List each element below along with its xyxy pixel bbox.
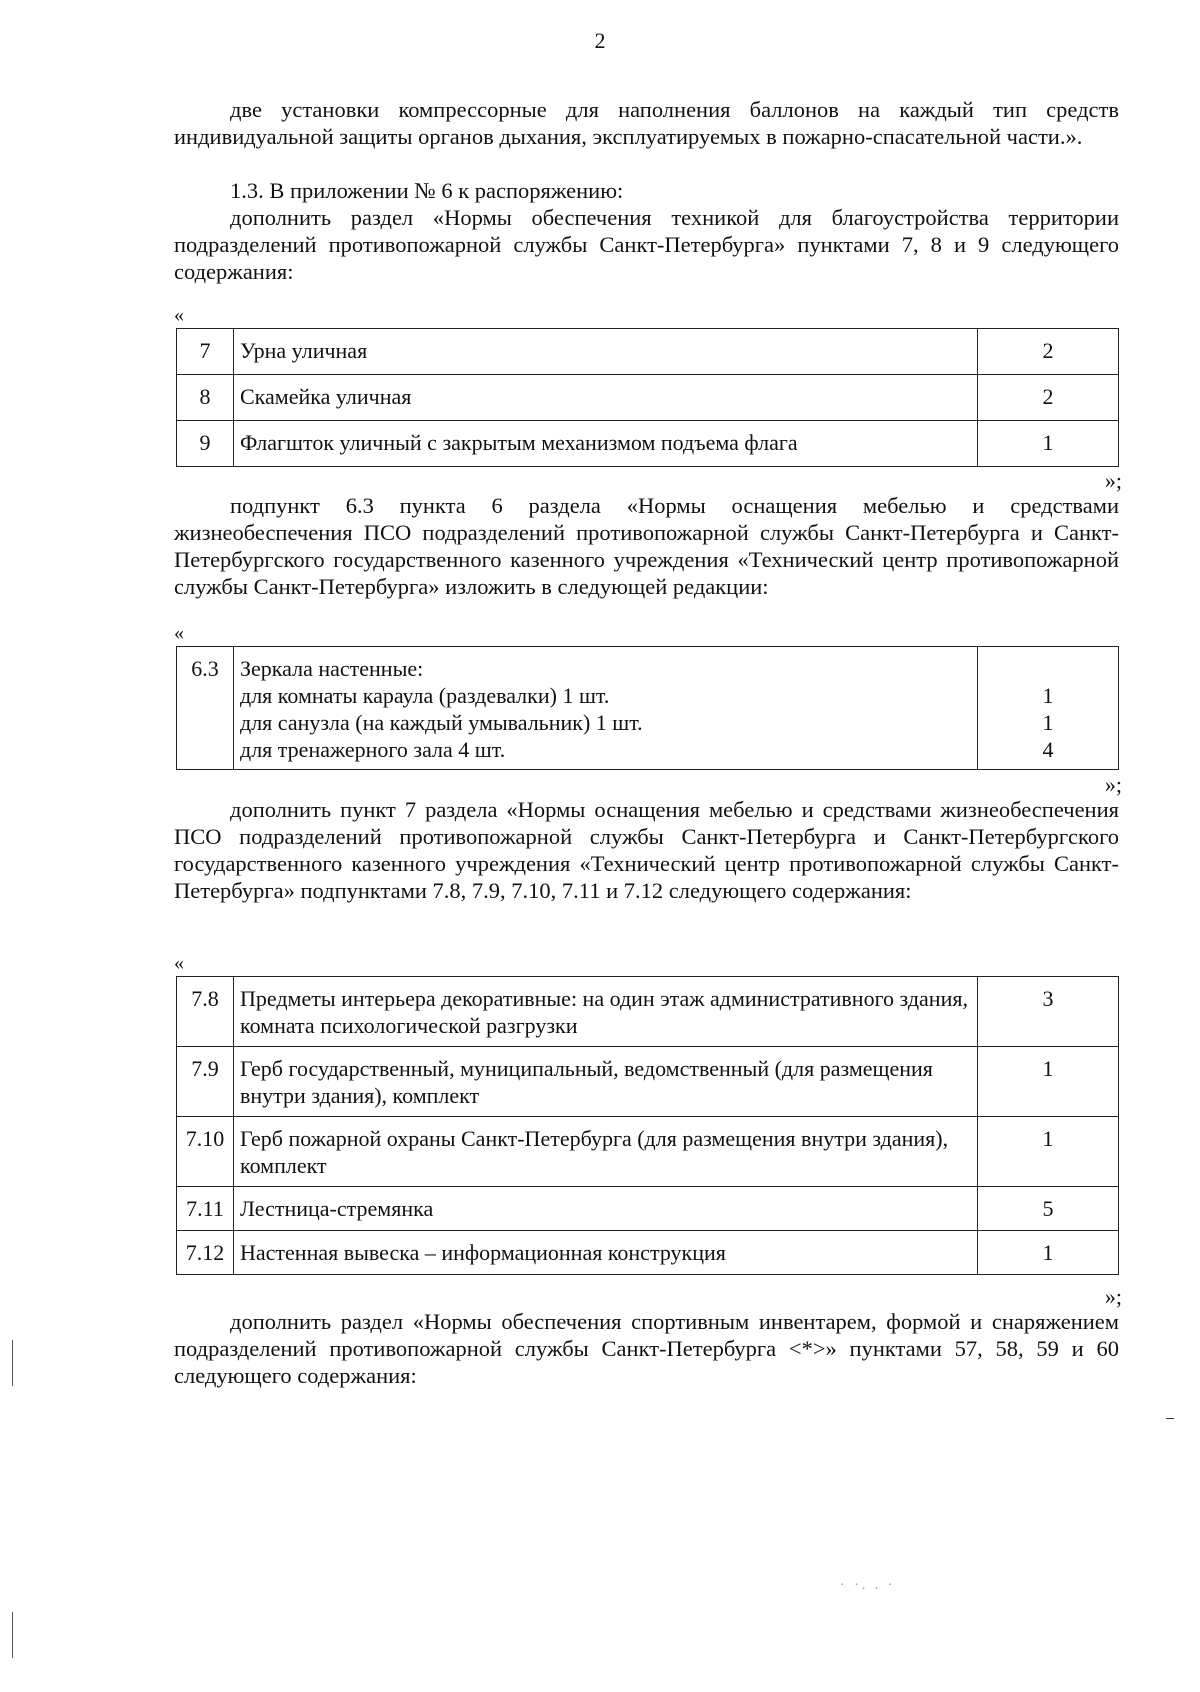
mirror-qty-guard-room: 1: [1042, 683, 1054, 708]
table-row: [177, 1187, 1119, 1231]
paragraph-intro-text: две установки компрессорные для наполнения баллонов на каждый тип средств индивидуальной защиты органов дыхания, эксплуатируемых в пожарно-спасательной части.».: [174, 97, 1119, 149]
row-quantity: 3: [978, 977, 1119, 1047]
row-name: Герб пожарной охраны Санкт-Петербурга (для размещения внутри здания), комплект: [234, 1117, 978, 1187]
mirror-qty-gym: 4: [1042, 737, 1054, 762]
row-name: Лестница-стремянка: [234, 1187, 978, 1231]
scan-edge-dash: [1166, 1418, 1174, 1419]
table-row: [177, 647, 1119, 770]
paragraph-intro: [174, 96, 1119, 150]
row-number: 7.10: [177, 1117, 234, 1187]
quote-close-1: »;: [1104, 468, 1122, 493]
paragraph-sports-text: дополнить раздел «Нормы обеспечения спортивным инвентарем, формой и снаряжением подразделений противопожарной службы Санкт-Петербурга <*>» пунктами 57, 58, 59 и 60 следующего содержания:: [174, 1309, 1119, 1388]
row-number: 9: [177, 421, 234, 467]
row-number: 6.3: [177, 647, 234, 770]
quote-close-2: »;: [1104, 772, 1122, 797]
row-quantity: 2: [978, 375, 1119, 421]
row-quantity: 5: [978, 1187, 1119, 1231]
row-name: Герб государственный, муниципальный, ведомственный (для размещения внутри здания), комплект: [234, 1047, 978, 1117]
paragraph-add-point7-text: дополнить пункт 7 раздела «Нормы оснащения мебелью и средствами жизнеобеспечения ПСО подразделений противопожарной службы Санкт-Петербурга и Санкт-Петербургского государственного казенного учреждения «Технический центр противопожарной службы Санкт-Петербурга» подпунктами 7.8, 7.9, 7.10, 7.11 и 7.12 следующего содержания:: [174, 797, 1119, 903]
quote-open-2: «: [174, 622, 184, 644]
row-quantity: 1: [978, 1047, 1119, 1117]
mirror-line-guard-room: для комнаты караула (раздевалки) 1 шт.: [240, 683, 610, 708]
row-number: 8: [177, 375, 234, 421]
row-number: 7.9: [177, 1047, 234, 1117]
paragraph-add-point7: [174, 796, 1119, 904]
row-number: 7.11: [177, 1187, 234, 1231]
row-quantity: [978, 647, 1119, 770]
quote-open-3: «: [174, 952, 184, 974]
table-row: [177, 1047, 1119, 1117]
row-quantity: 1: [978, 1231, 1119, 1275]
row-number: 7.12: [177, 1231, 234, 1275]
row-quantity: 2: [978, 329, 1119, 375]
paragraph-subitem-text: подпункт 6.3 пункта 6 раздела «Нормы оснащения мебелью и средствами жизнеобеспечения ПСО подразделений противопожарной службы Санкт-Петербурга и Санкт-Петербургского государственного казенного учреждения «Технический центр противопожарной службы Санкт-Петербурга» изложить в следующей редакции:: [174, 493, 1119, 599]
mirror-line-title: Зеркала настенные:: [240, 656, 424, 681]
row-name: Скамейка уличная: [234, 375, 978, 421]
row-quantity: 1: [978, 1117, 1119, 1187]
paragraph-sports: [174, 1308, 1119, 1389]
row-name: Урна уличная: [234, 329, 978, 375]
table-mirrors: [176, 646, 1119, 770]
row-name: Флагшток уличный с закрытым механизмом подъема флага: [234, 421, 978, 467]
row-number: 7.8: [177, 977, 234, 1047]
scan-edge-line-lower: [12, 1612, 13, 1658]
table-row: [177, 329, 1119, 375]
table-row: [177, 977, 1119, 1047]
table-improvement-equipment: [176, 328, 1119, 467]
quote-open-1: «: [174, 304, 184, 326]
mirror-line-bathroom: для санузла (на каждый умывальник) 1 шт.: [240, 710, 643, 735]
table-row: [177, 1231, 1119, 1275]
paragraph-subitem: [174, 492, 1119, 600]
quote-close-3: »;: [1104, 1284, 1122, 1309]
item-1-3-text: 1.3. В приложении № 6 к распоряжению:: [230, 178, 624, 203]
table-interior-items: [176, 976, 1119, 1275]
table-row: [177, 1117, 1119, 1187]
page-number: 2: [594, 28, 606, 53]
paragraph-add-section: [174, 204, 1119, 285]
mirror-line-gym: для тренажерного зала 4 шт.: [240, 737, 506, 762]
scan-edge-line-upper: [12, 1340, 13, 1386]
mirror-qty-bathroom: 1: [1042, 710, 1054, 735]
table-row: [177, 421, 1119, 467]
table-row: [177, 375, 1119, 421]
faint-scan-marks: · ·. . ·: [840, 1578, 896, 1593]
row-number: 7: [177, 329, 234, 375]
row-name: [234, 647, 978, 770]
item-1-3: [174, 177, 1119, 204]
row-name: Настенная вывеска – информационная конструкция: [234, 1231, 978, 1275]
row-name: Предметы интерьера декоративные: на один этаж административного здания, комната психологической разгрузки: [234, 977, 978, 1047]
paragraph-add-section-text: дополнить раздел «Нормы обеспечения техникой для благоустройства территории подразделений противопожарной службы Санкт-Петербурга» пунктами 7, 8 и 9 следующего содержания:: [174, 205, 1119, 284]
row-quantity: 1: [978, 421, 1119, 467]
